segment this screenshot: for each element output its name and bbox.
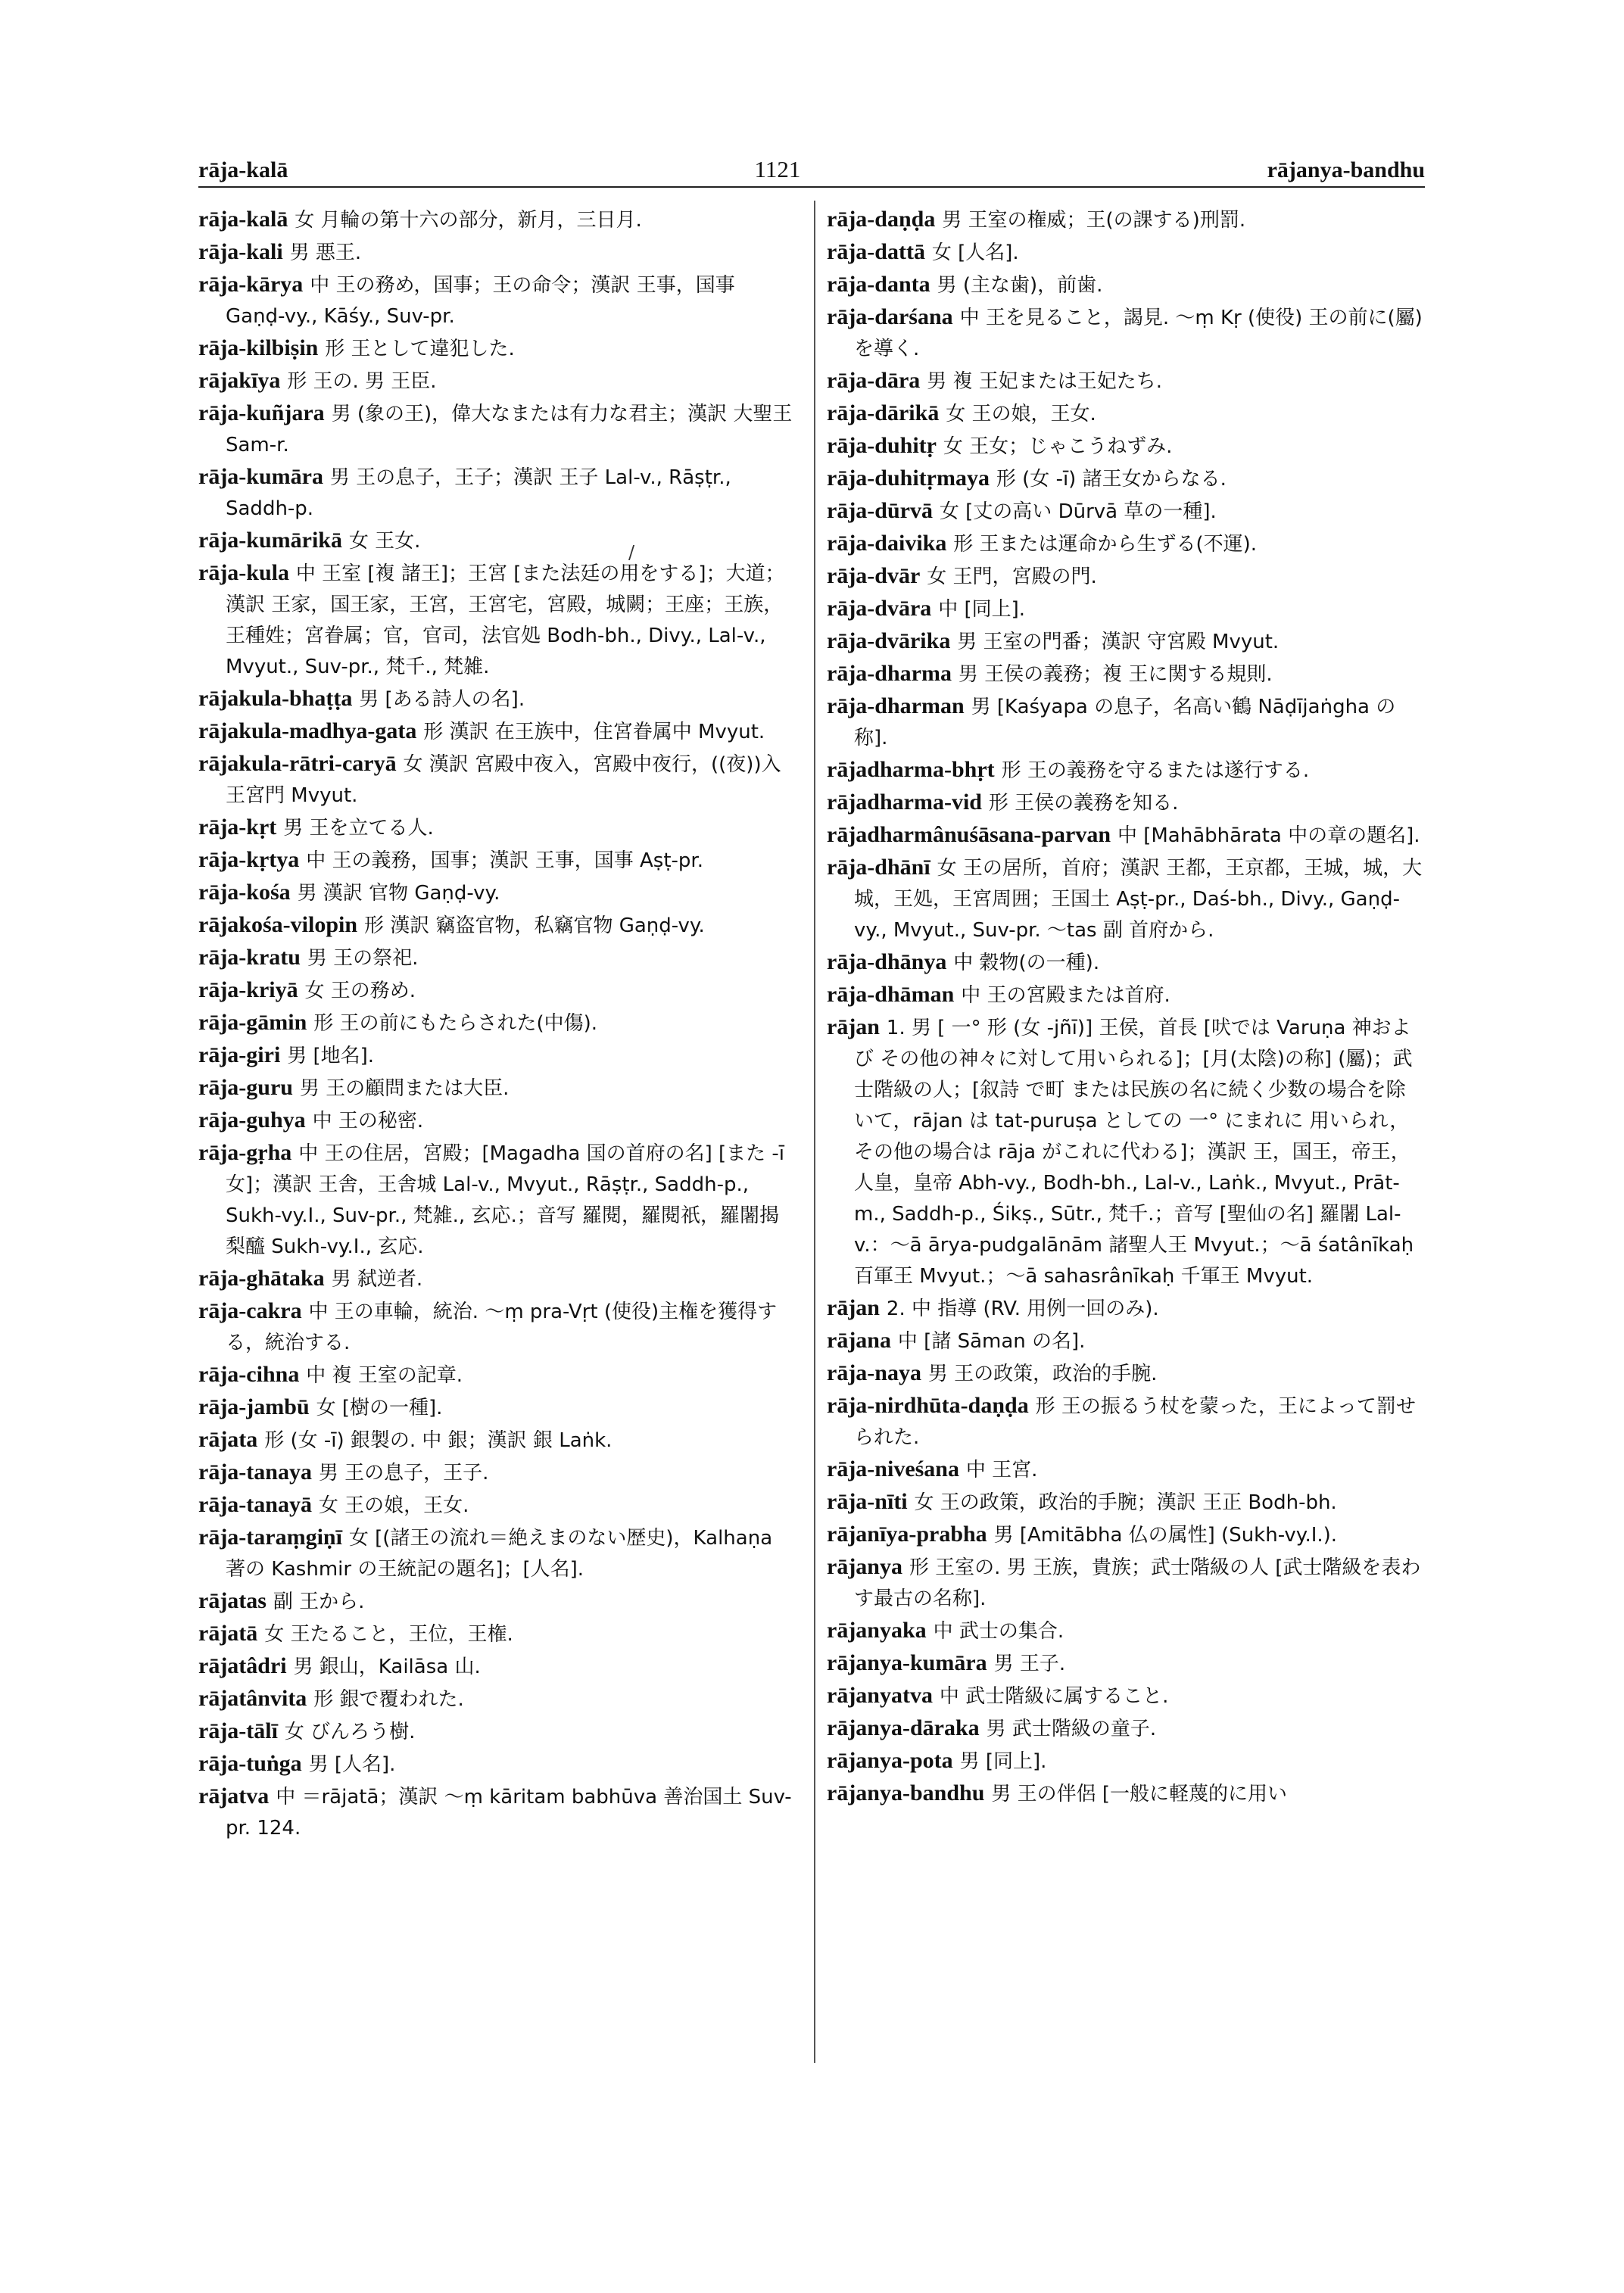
entry-headword: rāja-dārikā <box>827 400 940 425</box>
dictionary-entry <box>198 942 796 974</box>
entry-definition: 形 (女 -ī) 銀製の. 中 銀；漢訳 銀 Laṅk. <box>264 1429 613 1452</box>
dictionary-entry <box>198 1008 796 1039</box>
entry-definition: 中 王の秘密. <box>312 1110 424 1132</box>
dictionary-entry <box>198 1522 796 1584</box>
dictionary-entry <box>198 558 796 682</box>
dictionary-entry <box>827 594 1425 625</box>
entry-headword: rāja-giri <box>198 1042 281 1067</box>
entry-headword: rāja-dūrvā <box>827 498 933 523</box>
entry-headword: rājatā <box>198 1621 258 1646</box>
entry-headword: rāja-dhānya <box>827 949 947 974</box>
entry-headword: rāja-nirdhūta-daṇḍa <box>827 1393 1029 1418</box>
dictionary-entry <box>198 1392 796 1423</box>
entry-headword: rājanya-dāraka <box>827 1715 980 1740</box>
entry-definition: 中 [同上]. <box>938 598 1026 621</box>
dictionary-entry <box>198 1618 796 1650</box>
entry-definition: 男 弑逆者. <box>331 1268 423 1291</box>
entry-headword: rāja-kārya <box>198 272 304 297</box>
entry-definition: 中 王室 [複 諸王]；王宮 [また法廷の用をする]；大道；漢訳 王家，国王家，王宮，王宮宅，宮殿，城闕；王座；王族，王種姓；宮眷属；官，官司，法官処 Bodh-bh., Divy., Lal-v., Mvyut., Suv-pr., 梵千., 梵雑. <box>226 562 785 678</box>
running-head-left: rāja-kalā <box>198 157 288 182</box>
dictionary-entry <box>198 269 796 332</box>
entry-definition: 男 [人名]. <box>308 1753 396 1776</box>
entry-definition: 1. 男 [ 一° 形 (女 -jñī)] 王侯，首長 [吠では Varuṇa 神および その他の神々に対して用いられる]；[月(太陰)の称] (屬)；武士階級の人；[叙詩 で町 または民族の名に続く少数の場合を除いて，rājan は tat-puruṣa としての 一° にまれに 用いられ，その他の場合は rāja がこれに代わる]；漢訳 王，国王，帝王，人皇，皇帝 Abh-vy., Bodh-bh., Lal-v., Laṅk., Mvyut., Prāt-m., Saddh-p., Śikṣ., Sūtr., 梵千.；音写 [聖仙の名] 羅闍 Lal-v.：～ā ārya-pudgalānām 諸聖人王 Mvyut.；～ā śatânīkaḥ 百軍王 Mvyut.；～ā sahasrânīkaḥ 千軍王 Mvyut. <box>854 1017 1414 1288</box>
dictionary-entry <box>827 1454 1425 1485</box>
entry-definition: 形 王の前にもたらされた(中傷). <box>313 1012 598 1035</box>
dictionary-entry <box>198 1360 796 1391</box>
dictionary-entry <box>827 1391 1425 1453</box>
entry-headword: rāja-nīti <box>827 1489 908 1514</box>
entry-definition: 男 銀山，Kailāsa 山. <box>293 1656 481 1678</box>
entry-headword: rāja-dvārika <box>827 628 951 653</box>
entry-definition: 中 武士階級に属すること. <box>939 1685 1169 1708</box>
dictionary-entry <box>827 787 1425 818</box>
dictionary-entry <box>827 496 1425 527</box>
page-header <box>198 145 1425 183</box>
entry-definition: 女 王の娘，王女. <box>946 403 1096 425</box>
entry-definition: 女 王の務め. <box>304 980 416 1002</box>
dictionary-entry <box>827 1713 1425 1744</box>
dictionary-entry <box>827 1778 1425 1809</box>
dictionary-entry <box>198 398 796 460</box>
dictionary-entry <box>198 1457 796 1488</box>
dictionary-entry <box>198 1684 796 1715</box>
entry-definition: 男 (主な歯)，前歯. <box>937 274 1103 297</box>
dictionary-entry <box>198 1425 796 1456</box>
entry-headword: rāja-dhāman <box>827 982 955 1007</box>
dictionary-entry <box>198 333 796 364</box>
running-head-right: rājanya-bandhu <box>1267 157 1425 182</box>
entry-definition: 男 [ある詩人の名]. <box>359 688 525 711</box>
dictionary-entry <box>827 691 1425 753</box>
entry-headword: rāja-tanaya <box>198 1460 312 1485</box>
entry-definition: 男 [Amitābha 仏の属性] (Sukh-vy.I.). <box>993 1524 1338 1547</box>
dictionary-entry <box>827 1012 1425 1291</box>
entry-headword: rājakula-madhya-gata <box>198 718 417 743</box>
entry-headword: rāja-jambū <box>198 1394 310 1419</box>
entry-headword: rājanyatva <box>827 1683 933 1708</box>
entry-definition: 中 [諸 Sāman の名]. <box>897 1330 1086 1353</box>
entry-definition: 形 王の振るう杖を蒙った，王によって罰せられた. <box>854 1395 1416 1449</box>
entry-definition: 女 王の政策，政治的手腕；漢訳 王正 Bodh-bh. <box>914 1491 1337 1514</box>
entry-headword: rājadharma-vid <box>827 790 982 815</box>
entry-definition: 女 びんろう樹. <box>284 1721 416 1743</box>
entry-headword: rāja-kula <box>198 560 289 585</box>
entry-definition: 中 王宮. <box>965 1459 1038 1481</box>
entry-definition: 女 王の居所，首府；漢訳 王都，王京都，王城，城，大城，王処，王宮周囲；王国土 Aṣṭ-pr., Daś-bh., Divy., Gaṇḍ-vy., Mvyut., Suv-pr. ～tas 副 首府から. <box>854 857 1423 942</box>
dictionary-entry <box>198 749 796 811</box>
left-column <box>198 204 796 1845</box>
dictionary-entry <box>827 1615 1425 1647</box>
dictionary-entry <box>198 1716 796 1747</box>
entry-headword: rājanya-pota <box>827 1748 953 1773</box>
dictionary-entry <box>827 302 1425 364</box>
entry-headword: rāja-kośa <box>198 880 291 905</box>
dictionary-entry <box>198 237 796 268</box>
entry-headword: rāja-dharma <box>827 661 952 686</box>
entry-definition: 女 月輪の第十六の部分，新月，三日月. <box>295 209 642 232</box>
dictionary-entry <box>198 910 796 941</box>
entry-headword: rāja-gṛha <box>198 1140 292 1165</box>
right-column <box>827 204 1425 1811</box>
dictionary-entry <box>827 1681 1425 1712</box>
entry-headword: rājan <box>827 1295 880 1320</box>
entry-definition: 形 王室の. 男 王族，貴族；武士階級の人 [武士階級を表わす最古の名称]. <box>854 1556 1421 1610</box>
entry-headword: rājakośa-vilopin <box>198 912 358 937</box>
dictionary-entry <box>827 463 1425 494</box>
dictionary-entry <box>198 1040 796 1071</box>
entry-definition: 形 王の義務を守るまたは遂行する. <box>1001 759 1310 782</box>
entry-headword: rāja-kali <box>198 239 283 264</box>
page-number: 1121 <box>754 156 801 182</box>
entry-headword: rājanyaka <box>827 1618 927 1643</box>
entry-definition: 中 王を見ること，謁見. ～ṃ Kṛ (使役) 王の前に(屬)を導く. <box>854 307 1423 360</box>
entry-definition: 男 漢訳 官物 Gaṇḍ-vy. <box>297 882 500 905</box>
dictionary-entry <box>827 852 1425 946</box>
entry-headword: rājatva <box>198 1784 270 1809</box>
entry-definition: 女 漢訳 宮殿中夜入，宮殿中夜行，((夜))入王宮門 Mvyut. <box>226 753 781 807</box>
dictionary-entry <box>198 975 796 1006</box>
entry-headword: rāja-dāra <box>827 368 921 393</box>
entry-headword: rāja-dattā <box>827 239 925 264</box>
entry-definition: 女 [丈の高い Dūrvā 草の一種]. <box>939 500 1217 523</box>
entry-definition: 中 王の務め，国事；王の命令；漢訳 王事，国事 Gaṇḍ-vy., Kāśy., Suv-pr. <box>226 274 735 328</box>
entry-definition: 中 王の宮殿または首府. <box>961 984 1170 1007</box>
entry-headword: rāja-dvāra <box>827 596 932 621</box>
dictionary-entry <box>827 1746 1425 1777</box>
entry-definition: 中 王の住居，宮殿；[Magadha 国の首府の名] [また -ī 女]；漢訳 王舎，王舎城 Lal-v., Mvyut., Rāṣṭr., Saddh-p., Sukh-vy.I., Suv-pr., 梵雑., 玄応.；音写 羅閱，羅閱祇，羅闍揭梨醯 Sukh-vy.I., 玄応. <box>226 1142 785 1258</box>
dictionary-entry <box>198 1138 796 1262</box>
entry-headword: rāja-kalā <box>198 207 288 232</box>
entry-headword: rāja-tālī <box>198 1718 278 1743</box>
entry-headword: rāja-kratu <box>198 945 301 970</box>
entry-headword: rājatânvita <box>198 1686 307 1711</box>
entry-headword: rāja-kumāra <box>198 464 323 489</box>
entry-headword: rāja-taraṃgiṇī <box>198 1525 342 1550</box>
dictionary-entry <box>198 1781 796 1843</box>
entry-definition: 女 [人名]. <box>931 241 1019 264</box>
entry-definition: 形 (女 -ī) 諸王女からなる. <box>996 468 1227 491</box>
stray-mark: / <box>628 542 635 563</box>
entry-definition: 男 王の顧問または大臣. <box>299 1077 510 1100</box>
entry-definition: 女 王女. <box>348 530 421 553</box>
header-rule <box>198 186 1425 188</box>
dictionary-entry <box>827 755 1425 786</box>
entry-definition: 男 王を立てる人. <box>283 817 434 840</box>
entry-headword: rāja-kriyā <box>198 977 298 1002</box>
entry-headword: rāja-tuṅga <box>198 1751 302 1776</box>
entry-definition: 形 王の. 男 王臣. <box>287 370 437 393</box>
entry-definition: 形 銀で覆われた. <box>313 1688 464 1711</box>
entry-definition: 形 漢訳 竊盗官物，私竊官物 Gaṇḍ-vy. <box>363 914 705 937</box>
dictionary-entry <box>827 528 1425 559</box>
entry-headword: rājadharma-bhṛt <box>827 757 995 782</box>
column-divider <box>814 201 815 2063</box>
entry-definition: 男 [同上]. <box>959 1750 1047 1773</box>
dictionary-entry <box>827 366 1425 397</box>
entry-definition: 形 漢訳 在王族中，住宮眷属中 Mvyut. <box>423 721 765 743</box>
entry-definition: 男 王の祭祀. <box>307 947 419 970</box>
entry-headword: rājata <box>198 1427 258 1452</box>
dictionary-entry <box>198 877 796 908</box>
dictionary-entry <box>198 1490 796 1521</box>
dictionary-entry <box>198 462 796 524</box>
dictionary-entry <box>827 269 1425 301</box>
entry-headword: rāja-kṛt <box>198 815 277 840</box>
dictionary-entry <box>198 1651 796 1682</box>
entry-headword: rājana <box>827 1328 891 1353</box>
entry-definition: 女 [樹の一種]. <box>316 1397 443 1419</box>
entry-definition: 男 王の伴侶 [一般に軽蔑的に用い <box>991 1783 1287 1805</box>
entry-definition: 形 王として違犯した. <box>325 338 515 360</box>
entry-definition: 男 王の息子，王子. <box>318 1462 489 1485</box>
entry-headword: rāja-danta <box>827 272 930 297</box>
entry-headword: rāja-tanayā <box>198 1492 312 1517</box>
entry-headword: rāja-kumārikā <box>198 528 342 553</box>
entry-definition: 男 悪王. <box>289 241 362 264</box>
entry-headword: rājan <box>827 1014 880 1039</box>
entry-headword: rāja-guhya <box>198 1108 306 1132</box>
dictionary-entry <box>198 1263 796 1294</box>
entry-definition: 男 王の政策，政治的手腕. <box>927 1363 1158 1385</box>
entry-definition: 男 王侯の義務；複 王に関する規則. <box>958 663 1273 686</box>
dictionary-entry <box>827 1326 1425 1357</box>
dictionary-entry <box>198 1296 796 1358</box>
dictionary-entry <box>827 980 1425 1011</box>
entry-headword: rājatas <box>198 1588 267 1613</box>
entry-definition: 2. 中 指導 (RV. 用例一回のみ). <box>886 1298 1159 1320</box>
dictionary-entry <box>827 820 1425 851</box>
entry-headword: rājanīya-prabha <box>827 1522 987 1547</box>
dictionary-entry <box>198 716 796 747</box>
entry-definition: 男 武士階級の童子. <box>986 1718 1157 1740</box>
entry-headword: rājakīya <box>198 368 281 393</box>
entry-definition: 形 王侯の義務を知る. <box>988 792 1179 815</box>
entry-headword: rāja-niveśana <box>827 1456 959 1481</box>
dictionary-entry <box>827 431 1425 462</box>
entry-definition: 中 武士の集合. <box>933 1620 1064 1643</box>
entry-headword: rājanya-kumāra <box>827 1650 987 1675</box>
dictionary-entry <box>827 398 1425 429</box>
entry-definition: 男 複 王妃または王妃たち. <box>927 370 1162 393</box>
dictionary-entry <box>827 237 1425 268</box>
dictionary-entry <box>198 684 796 715</box>
dictionary-entry <box>827 1552 1425 1614</box>
dictionary-entry <box>827 1293 1425 1324</box>
entry-headword: rāja-gāmin <box>198 1010 307 1035</box>
entry-headword: rājanya-bandhu <box>827 1781 985 1805</box>
entry-headword: rāja-duhitṛmaya <box>827 466 990 491</box>
dictionary-entry <box>827 1358 1425 1389</box>
entry-headword: rāja-dvār <box>827 563 921 588</box>
dictionary-entry <box>198 204 796 235</box>
entry-definition: 男 王室の権威；王(の課する)刑罰. <box>942 209 1246 232</box>
entry-headword: rājadharmânuśāsana-parvan <box>827 822 1111 847</box>
entry-definition: 男 (象の王)，偉大なまたは有力な君主；漢訳 大聖王 Sam-r. <box>226 403 793 456</box>
entry-headword: rāja-guru <box>198 1075 293 1100</box>
entry-headword: rāja-kuñjara <box>198 400 325 425</box>
dictionary-entry <box>198 525 796 556</box>
entry-definition: 形 王または運命から生ずる(不運). <box>953 533 1258 556</box>
entry-definition: 女 王たること，王位，王権. <box>264 1623 513 1646</box>
dictionary-entry <box>827 1519 1425 1550</box>
dictionary-entry <box>827 1487 1425 1518</box>
entry-definition: 女 王門，宮殿の門. <box>927 565 1097 588</box>
dictionary-entry <box>827 1648 1425 1679</box>
dictionary-entry <box>198 1749 796 1780</box>
entry-headword: rāja-cakra <box>198 1298 302 1323</box>
entry-definition: 中 ＝rājatā；漢訳 ～ṃ kāritam babhūva 善治国土 Suv-pr. 124. <box>226 1786 792 1840</box>
entry-headword: rāja-ghātaka <box>198 1266 325 1291</box>
dictionary-entry <box>198 1586 796 1617</box>
dictionary-entry <box>827 626 1425 657</box>
entry-definition: 男 王室の門番；漢訳 守宮殿 Mvyut. <box>957 631 1280 653</box>
entry-definition: 男 [Kaśyapa の息子，名高い鶴 Nāḍījaṅgha の称]. <box>854 696 1396 749</box>
dictionary-entry <box>827 204 1425 235</box>
entry-headword: rāja-dharman <box>827 693 965 718</box>
entry-definition: 中 王の車輪，統治. ～ṃ pra-Vṛt (使役)主権を獲得する，統治する. <box>226 1301 778 1354</box>
entry-headword: rāja-darśana <box>827 304 953 329</box>
entry-definition: 中 [Mahābhārata 中の章の題名]. <box>1117 824 1420 847</box>
dictionary-entry <box>198 812 796 843</box>
entry-headword: rāja-kilbiṣin <box>198 335 319 360</box>
dictionary-entry <box>198 366 796 397</box>
entry-definition: 副 王から. <box>273 1590 365 1613</box>
dictionary-entry <box>198 1105 796 1136</box>
dictionary-entry <box>198 845 796 876</box>
entry-headword: rāja-dhānī <box>827 855 930 880</box>
entry-definition: 男 [地名]. <box>287 1045 375 1067</box>
entry-headword: rājakula-bhaṭṭa <box>198 686 353 711</box>
dictionary-entry <box>198 1073 796 1104</box>
entry-headword: rāja-daivika <box>827 531 947 556</box>
entry-definition: 男 王子. <box>993 1653 1066 1675</box>
entry-definition: 中 王の義務，国事；漢訳 王事，国事 Aṣṭ-pr. <box>306 849 703 872</box>
entry-headword: rāja-kṛtya <box>198 847 300 872</box>
entry-definition: 中 穀物(の一種). <box>953 952 1100 974</box>
dictionary-entry <box>827 659 1425 690</box>
entry-headword: rāja-daṇḍa <box>827 207 936 232</box>
entry-definition: 男 王の息子，王子；漢訳 王子 Lal-v., Rāṣṭr., Saddh-p. <box>226 466 731 520</box>
entry-headword: rājakula-rātri-caryā <box>198 751 397 776</box>
entry-headword: rājanya <box>827 1554 902 1579</box>
entry-definition: 女 王女；じゃこうねずみ. <box>943 435 1173 458</box>
entry-headword: rāja-naya <box>827 1360 921 1385</box>
entry-headword: rājatâdri <box>198 1653 287 1678</box>
entry-definition: 中 複 王室の記章. <box>306 1364 463 1387</box>
entry-definition: 女 [(諸王の流れ＝絶えまのない歴史)，Kalhaṇa 著の Kashmir の王統記の題名]；[人名]. <box>226 1527 773 1581</box>
dictionary-entry <box>827 947 1425 978</box>
entry-headword: rāja-cihna <box>198 1362 300 1387</box>
entry-headword: rāja-duhitṛ <box>827 433 937 458</box>
entry-definition: 女 王の娘，王女. <box>318 1494 469 1517</box>
dictionary-entry <box>827 561 1425 592</box>
